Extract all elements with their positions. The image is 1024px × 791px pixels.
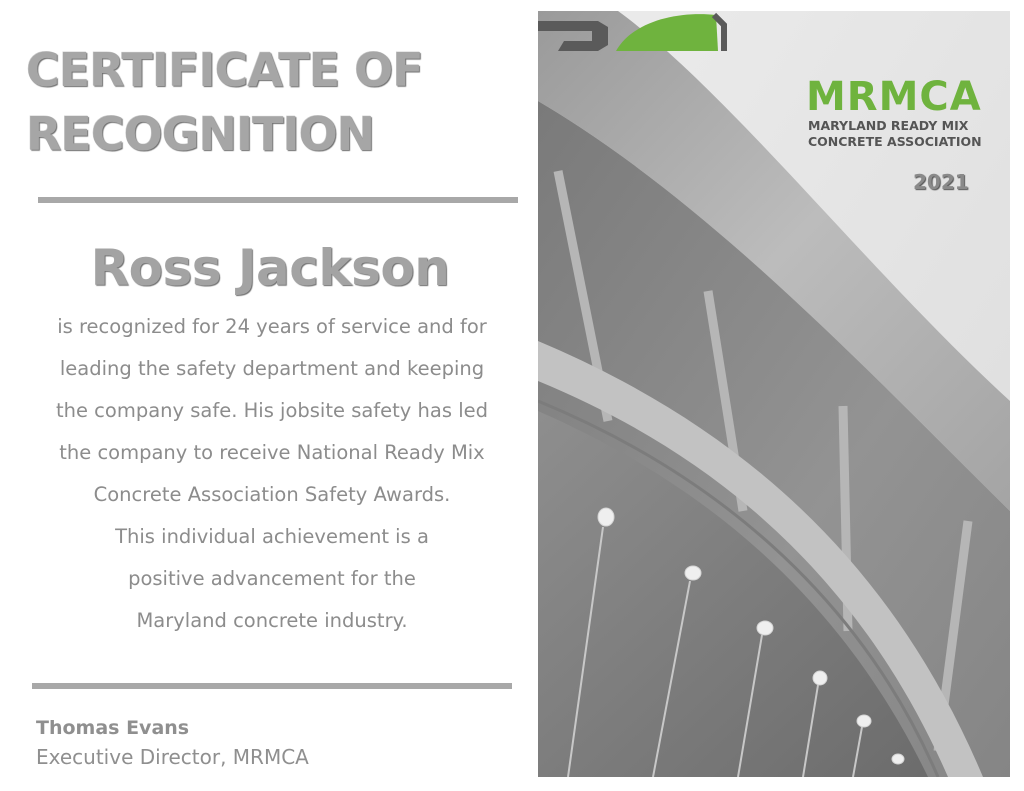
recognition-line: Concrete Association Safety Awards. (93, 483, 451, 506)
mrmca-logo-icon (538, 11, 728, 61)
recipient-name: Ross Jackson (90, 239, 450, 297)
logo-full-name-line2: CONCRETE ASSOCIATION (808, 134, 982, 149)
recognition-line: positive advancement for the (128, 567, 416, 590)
signature-block (36, 714, 309, 772)
signer-name: Thomas Evans (36, 717, 190, 739)
signer-title: Executive Director, MRMCA (36, 745, 309, 769)
top-divider (38, 197, 518, 203)
recognition-line: leading the safety department and keeping (59, 357, 485, 380)
recognition-text (12, 306, 532, 642)
recognition-line: the company to receive National Ready Mix (59, 441, 485, 464)
bridge-photo (538, 11, 1010, 777)
logo-full-name-line1: MARYLAND READY MIX (808, 118, 969, 133)
certificate-title-line1: CERTIFICATE OF (26, 43, 423, 97)
award-year: 2021 (913, 170, 969, 194)
bottom-divider (32, 683, 512, 689)
recognition-line: is recognized for 24 years of service and for (57, 315, 487, 338)
recognition-line: Maryland concrete industry. (136, 609, 408, 632)
logo-full-name (808, 118, 1008, 150)
logo-acronym: MRMCA (806, 74, 982, 120)
certificate-title (26, 38, 506, 166)
certificate-title-line2: RECOGNITION (26, 107, 375, 161)
recognition-line: This individual achievement is a (115, 525, 429, 548)
recognition-line: the company safe. His jobsite safety has led (55, 399, 489, 422)
